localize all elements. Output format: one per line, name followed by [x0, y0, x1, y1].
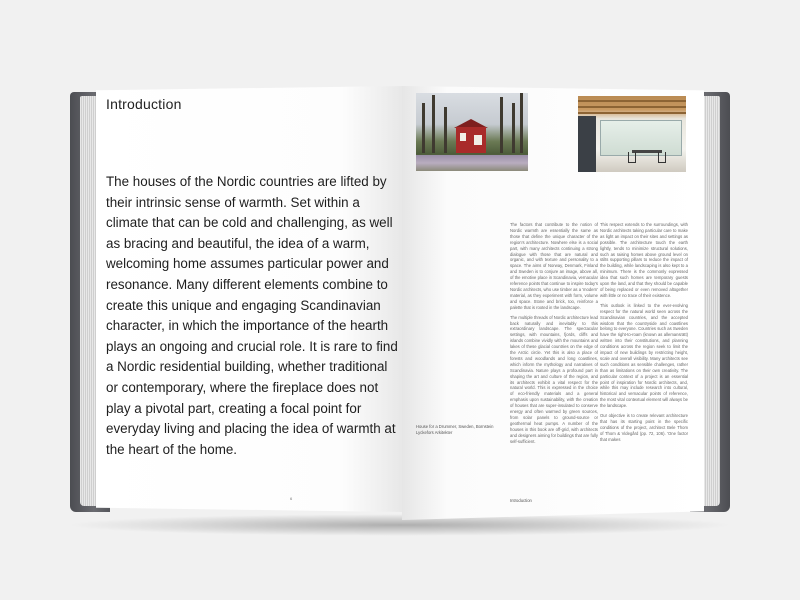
text-column-1	[510, 222, 598, 486]
interior-photo	[578, 96, 686, 172]
paragraph: The multiple threads of Nordic architecture lead back naturally and inevitably to this extraordinary landscape. The spectacular settings, with mountains, fjords, cliffs and islands combine vividly with the mountains and lakes of these glacial countries on the edge of the Arctic circle. Yet this is also a place of forests and woodlands and long coastlines, which inform the mythology and narratives of Scandinavia. Nature plays a profound part in shaping the art and culture of the region, and its architects exhibit a vital respect for the natural world. This is expressed in the choice of eco-friendly materials and a general emphasis upon sustainability, with the creation of houses that are super-insulated to conserve energy and often warmed by green sources, from solar panels to ground-source or geothermal heat pumps. A number of the houses in this book are off-grid, with architects and designers aiming for buildings that are fully self-sufficient.	[510, 314, 598, 444]
paragraph: This outlook is linked to the ever-evolving respect for the natural world seen across the Scandinavian countries, and the accepted wisdom that the countryside and coastlines belong to everyone. Countries such as Sweden have the right-to-roam (known as allemansrätt) written into their constitutions, and planning conditions across the region seek to limit the impact of new buildings by restricting height, scale and overall visibility. Many architects see such conditions as sensible challenges, rather than as limitations on their own creativity. The particular context of a project is an essential point of inspiration for Nordic architects, and, while this may include research into cultural, historical and vernacular points of reference, the most vital contextual element will always be the landscape.	[600, 302, 688, 409]
page-number: 6	[290, 496, 293, 501]
text-column-2	[600, 222, 688, 486]
paragraph: This respect extends to the surroundings, with Nordic architects taking particular care to make as light an impact on their sites and settings as possible. The architecture touch the earth lightly, tends to minimize structural solutions, such as raising homes above ground level on stilts supporting pillars to reduce the impact of the building, while landscaping is also kept to a minimum. There is the commonly expressed idea that such homes are temporary guests upon the land, and that they should be capable of being replaced or even removed altogether with little or no trace of their existence.	[600, 222, 688, 298]
intro-body-text: The houses of the Nordic countries are lifted by their intrinsic sense of warmth. Set within a climate that can be cold and challenging, as well as bracing and beautiful, the idea of a warm, welcoming home assumes particular power and resonance. Many different elements combine to create this unique and engaging Scandinavian character, in which the importance of the hearth plays an ongoing and crucial role. It is rare to find a Nordic residential building, whether traditional or contemporary, where the fireplace does not play a pivotal part, creating a focal point for everyday living and placing the idea of warmth at the heart of the home.	[106, 174, 398, 457]
red-house-photo	[416, 93, 528, 171]
paragraph: The factors that contribute to the notion of Nordic warmth are essentially the same as those that define the unique character of the region's architecture. Nowhere else is a social part, with many architects continuing a strong dialogue with those that are natural and organic, and with texture and personality to a space. The aims of Norway, Denmark, Finland and Sweden is to conjure an image, above all, of the emotive place in Scandinavia, vernacular reference points that continue to inspire today's Nordic architects, who use timber as a 'modern' material, as they experiment with form, volume and space. Stone and brick, too, reinforce a palette that is rooted in the landscape.	[510, 222, 598, 310]
book-shadow	[66, 514, 734, 536]
photo-caption: House for a Drummer, Sweden, Bornstein Lyckefors Arkitekter	[416, 424, 494, 435]
paragraph: Our objective is to create relevant architecture that has its starting point in the specific conditions of the project, architect Bele Thom of Thom & Videgård (pp. 72, 106). 'One factor that makes	[600, 413, 688, 442]
page-heading: Introduction	[106, 96, 182, 112]
running-footer: Introduction	[510, 498, 532, 503]
